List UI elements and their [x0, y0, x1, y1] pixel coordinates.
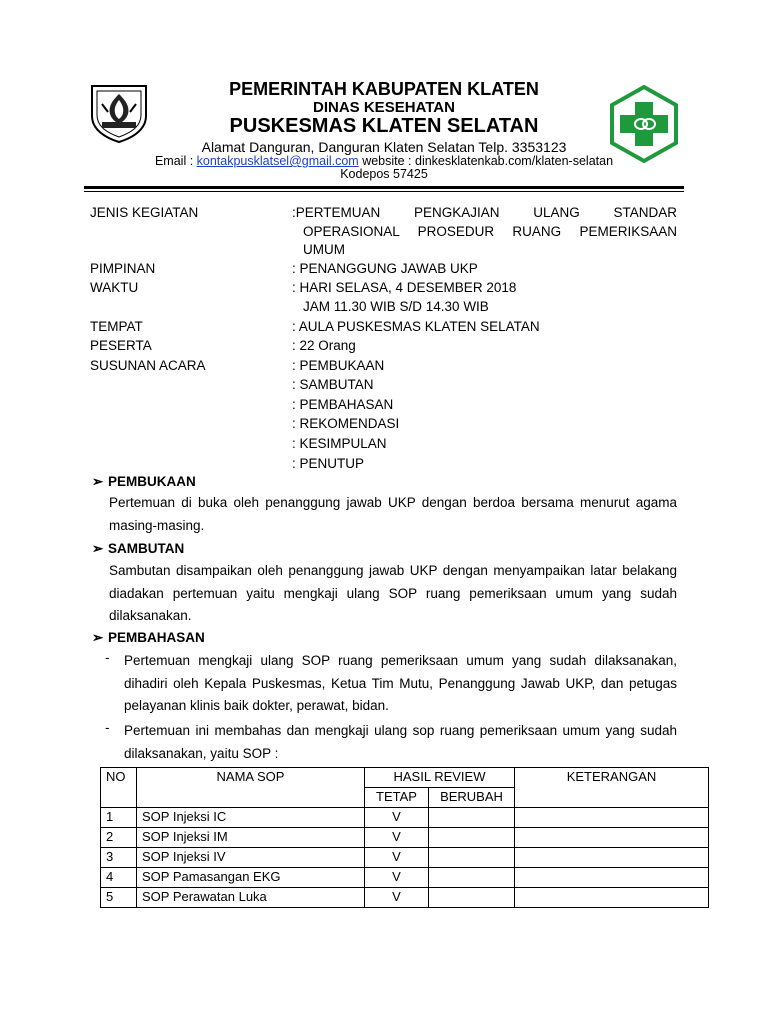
pembahasan-bullet-1: Pertemuan mengkaji ulang SOP ruang pemeriksaan umum yang sudah dilaksanakan, dihadiri oleh Kepala Puskesmas, Ketua Tim Mutu, Penanggung Jawab UKP, dan petugas pelayanan klinis baik dokter, perawat, bidan.	[124, 653, 677, 713]
waktu-line2: JAM 11.30 WIB S/D 14.30 WIB	[303, 299, 489, 314]
sop-review-table	[100, 767, 709, 908]
row-keterangan	[515, 848, 709, 868]
table-row	[101, 828, 709, 848]
email-link[interactable]: kontakpusklatsel@gmail.com	[196, 154, 359, 168]
pembahasan-heading	[92, 630, 205, 646]
sambutan-heading	[92, 541, 184, 557]
jenis-kegiatan-line2: OPERASIONAL PROSEDUR RUANG PEMERIKSAAN	[303, 224, 677, 239]
pembahasan-bullet-2: Pertemuan ini membahas dan mengkaji ulang sop ruang pemeriksaan umum yang sudah dilaksanakan, yaitu SOP :	[124, 723, 677, 761]
header-hasil-review: HASIL REVIEW	[365, 768, 515, 788]
acara-item: : PEMBUKAAN	[292, 358, 385, 373]
acara-item: : KESIMPULAN	[292, 436, 387, 451]
row-nama: SOP Perawatan Luka	[137, 888, 365, 908]
row-tetap: V	[365, 888, 429, 908]
row-berubah	[429, 888, 515, 908]
kop-contact	[0, 154, 768, 168]
row-no: 1	[101, 808, 137, 828]
website-text: website : dinkesklatenkab.com/klaten-selatan	[358, 154, 614, 168]
row-tetap: V	[365, 868, 429, 888]
email-label: Email :	[154, 154, 197, 168]
header-no: NO	[101, 768, 137, 808]
row-tetap: V	[365, 808, 429, 828]
row-berubah	[429, 828, 515, 848]
row-nama: SOP Pamasangan EKG	[137, 868, 365, 888]
row-berubah	[429, 848, 515, 868]
acara-item: : REKOMENDASI	[292, 416, 400, 431]
kop-address: Alamat Danguran, Danguran Klaten Selatan Telp. 3353123	[201, 139, 567, 155]
table-row	[101, 888, 709, 908]
header-berubah: BERUBAH	[429, 788, 515, 808]
jenis-kegiatan-line1: :PERTEMUAN PENGKAJIAN ULANG STANDAR	[292, 205, 677, 220]
row-berubah	[429, 808, 515, 828]
row-nama: SOP Injeksi IV	[137, 848, 365, 868]
table-row	[101, 868, 709, 888]
row-tetap: V	[365, 848, 429, 868]
dash-bullet: -	[105, 720, 110, 735]
row-keterangan	[515, 868, 709, 888]
jenis-kegiatan-line3: UMUM	[303, 242, 345, 257]
row-keterangan	[515, 888, 709, 908]
pembahasan-title: PEMBAHASAN	[108, 630, 205, 645]
sambutan-text: Sambutan disampaikan oleh penanggung jawab UKP dengan menyampaikan latar belakang diadakan pertemuan yaitu mengkaji ulang SOP ruang pemeriksaan umum yang sudah dilaksanakan.	[109, 563, 677, 623]
kop-line-2: DINAS KESEHATAN	[313, 99, 455, 116]
kop-line-3: PUSKESMAS KLATEN SELATAN	[229, 115, 539, 137]
kop-divider-thick	[84, 186, 684, 189]
row-no: 5	[101, 888, 137, 908]
jenis-kegiatan-label: JENIS KEGIATAN	[90, 205, 199, 220]
table-header-row	[101, 768, 709, 788]
pembukaan-heading	[92, 474, 196, 490]
table-row	[101, 808, 709, 828]
kop-line-1: PEMERINTAH KABUPATEN KLATEN	[229, 79, 539, 99]
tempat-value: : AULA PUSKESMAS KLATEN SELATAN	[292, 319, 540, 334]
row-keterangan	[515, 828, 709, 848]
row-nama: SOP Injeksi IM	[137, 828, 365, 848]
acara-item: : SAMBUTAN	[292, 377, 374, 392]
dash-bullet: -	[105, 650, 110, 665]
acara-item: : PENUTUP	[292, 456, 365, 471]
header-nama-sop: NAMA SOP	[137, 768, 365, 808]
pimpinan-label: PIMPINAN	[90, 261, 156, 276]
sambutan-title: SAMBUTAN	[108, 541, 185, 556]
kop-kodepos: Kodepos 57425	[340, 167, 428, 181]
peserta-label: PESERTA	[90, 338, 152, 353]
row-no: 3	[101, 848, 137, 868]
peserta-value: : 22 Orang	[292, 338, 356, 353]
header-tetap: TETAP	[365, 788, 429, 808]
row-berubah	[429, 868, 515, 888]
arrow-bullet-icon: ➢	[92, 474, 104, 489]
tempat-label: TEMPAT	[90, 319, 143, 334]
susunan-acara-label: SUSUNAN ACARA	[90, 358, 206, 373]
row-keterangan	[515, 808, 709, 828]
table-row	[101, 848, 709, 868]
arrow-bullet-icon: ➢	[92, 541, 104, 556]
row-no: 2	[101, 828, 137, 848]
row-nama: SOP Injeksi IC	[137, 808, 365, 828]
row-no: 4	[101, 868, 137, 888]
acara-item: : PEMBAHASAN	[292, 397, 394, 412]
kop-divider-thin	[84, 191, 684, 192]
pembukaan-title: PEMBUKAAN	[108, 474, 196, 489]
arrow-bullet-icon: ➢	[92, 630, 104, 645]
waktu-label: WAKTU	[90, 280, 139, 295]
pembukaan-text: Pertemuan di buka oleh penanggung jawab UKP dengan berdoa bersama menurut agama masing-masing.	[109, 495, 677, 533]
pimpinan-value: : PENANGGUNG JAWAB UKP	[292, 261, 478, 276]
row-tetap: V	[365, 828, 429, 848]
header-keterangan: KETERANGAN	[515, 768, 709, 808]
waktu-line1: : HARI SELASA, 4 DESEMBER 2018	[292, 280, 517, 295]
